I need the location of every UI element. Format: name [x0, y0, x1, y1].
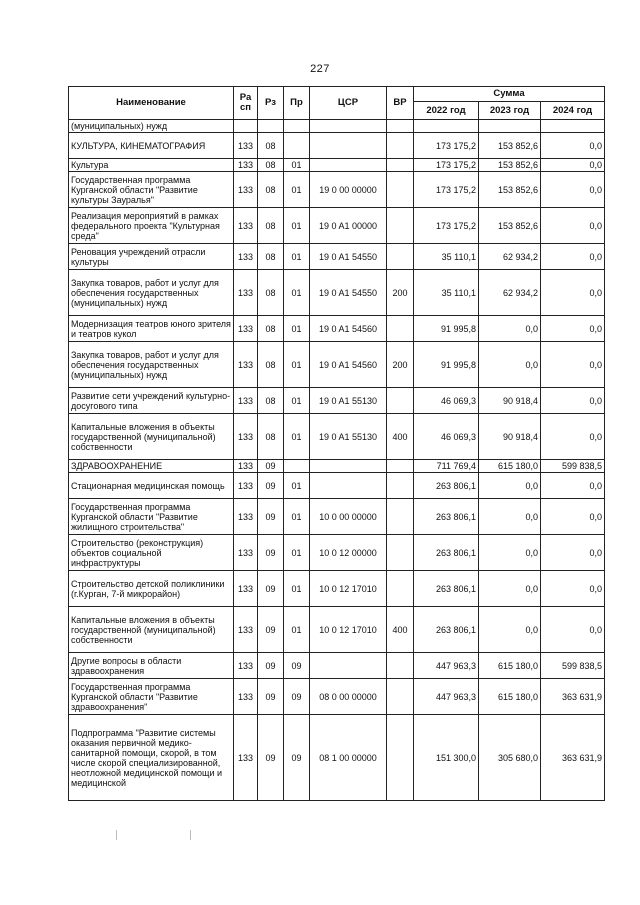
scan-mark	[190, 830, 191, 840]
table-cell-2022: 263 806,1	[414, 473, 479, 499]
table-cell-name: Капитальные вложения в объекты государственной (муниципальной) собственности	[69, 607, 234, 653]
table-row	[69, 208, 605, 244]
table-cell-rz: 08	[258, 172, 284, 208]
table-cell-pr: 01	[284, 208, 310, 244]
table-cell-vr	[387, 653, 414, 679]
table-cell-pr: 01	[284, 316, 310, 342]
table-cell-pr: 01	[284, 388, 310, 414]
table-cell-rasp: 133	[234, 460, 258, 473]
table-cell-csr: 19 0 00 00000	[310, 172, 387, 208]
table-cell-rz: 08	[258, 133, 284, 159]
table-cell-rz: 08	[258, 342, 284, 388]
table-cell-2024: 0,0	[541, 316, 605, 342]
table-cell-2023: 153 852,6	[479, 208, 541, 244]
table-cell-2024: 0,0	[541, 208, 605, 244]
table-cell-2024: 0,0	[541, 499, 605, 535]
table-cell-pr	[284, 460, 310, 473]
table-cell-2024: 0,0	[541, 159, 605, 172]
table-cell-vr	[387, 388, 414, 414]
table-cell-2024: 0,0	[541, 133, 605, 159]
header-summa: Сумма	[414, 87, 605, 102]
table-cell-rz: 08	[258, 159, 284, 172]
table-cell-rasp: 133	[234, 571, 258, 607]
table-cell-rz: 08	[258, 208, 284, 244]
table-cell-2022: 263 806,1	[414, 535, 479, 571]
table-cell-rasp: 133	[234, 653, 258, 679]
table-cell-vr: 200	[387, 342, 414, 388]
table-cell-2024: 0,0	[541, 244, 605, 270]
table-cell-rasp: 133	[234, 270, 258, 316]
header-rasp: Ра сп	[234, 87, 258, 120]
table-cell-2022: 46 069,3	[414, 388, 479, 414]
table-row	[69, 473, 605, 499]
header-pr: Пр	[284, 87, 310, 120]
table-cell-rz: 09	[258, 607, 284, 653]
table-cell-pr: 01	[284, 499, 310, 535]
table-row	[69, 653, 605, 679]
table-cell-2024: 0,0	[541, 270, 605, 316]
table-cell-2024: 599 838,5	[541, 460, 605, 473]
table-cell-vr	[387, 133, 414, 159]
table-cell-csr: 19 0 A1 54550	[310, 244, 387, 270]
table-cell-pr: 01	[284, 270, 310, 316]
table-cell-rasp: 133	[234, 414, 258, 460]
table-cell-2024: 363 631,9	[541, 715, 605, 801]
table-cell-vr	[387, 715, 414, 801]
table-cell-name: Капитальные вложения в объекты государственной (муниципальной) собственности	[69, 414, 234, 460]
table-cell-rz: 08	[258, 414, 284, 460]
header-csr: ЦСР	[310, 87, 387, 120]
table-cell-vr	[387, 208, 414, 244]
table-cell-rz: 08	[258, 316, 284, 342]
table-cell-rz: 09	[258, 535, 284, 571]
table-row	[69, 679, 605, 715]
table-cell-2023: 615 180,0	[479, 679, 541, 715]
table-cell-rz: 08	[258, 244, 284, 270]
table-cell-rz: 09	[258, 679, 284, 715]
table-cell-vr: 400	[387, 414, 414, 460]
page-number: 227	[310, 63, 330, 75]
table-cell-csr: 19 0 A1 55130	[310, 414, 387, 460]
table-cell-name: Государственная программа Курганской области "Развитие здравоохранения"	[69, 679, 234, 715]
table-cell-2024: 0,0	[541, 388, 605, 414]
table-cell-rz: 09	[258, 473, 284, 499]
table-cell-2022: 35 110,1	[414, 270, 479, 316]
table-cell-rasp: 133	[234, 159, 258, 172]
table-cell-2024: 0,0	[541, 342, 605, 388]
table-cell-pr	[284, 133, 310, 159]
table-cell-rasp: 133	[234, 499, 258, 535]
table-cell-2022: 173 175,2	[414, 208, 479, 244]
table-cell-vr	[387, 473, 414, 499]
budget-table	[68, 86, 605, 801]
header-rz: Рз	[258, 87, 284, 120]
table-cell-rz: 09	[258, 460, 284, 473]
table-row	[69, 715, 605, 801]
table-row	[69, 414, 605, 460]
table-cell-vr	[387, 172, 414, 208]
header-name: Наименование	[69, 87, 234, 120]
table-cell-vr	[387, 244, 414, 270]
table-row	[69, 316, 605, 342]
table-row	[69, 159, 605, 172]
table-row	[69, 607, 605, 653]
table-cell-2023: 0,0	[479, 535, 541, 571]
table-cell-pr: 01	[284, 172, 310, 208]
table-cell-pr: 01	[284, 607, 310, 653]
table-row	[69, 535, 605, 571]
table-row	[69, 244, 605, 270]
table-cell-name: Реализация мероприятий в рамках федерального проекта "Культурная среда"	[69, 208, 234, 244]
table-cell-vr	[387, 535, 414, 571]
table-cell-2024: 0,0	[541, 535, 605, 571]
table-cell-2022: 263 806,1	[414, 571, 479, 607]
table-cell-name: КУЛЬТУРА, КИНЕМАТОГРАФИЯ	[69, 133, 234, 159]
table-cell-pr: 09	[284, 679, 310, 715]
header-year-2022: 2022 год	[414, 102, 479, 120]
table-cell-rz: 09	[258, 499, 284, 535]
table-cell-2023: 153 852,6	[479, 133, 541, 159]
table-cell-2022: 91 995,8	[414, 316, 479, 342]
table-cell-vr	[387, 679, 414, 715]
table-row	[69, 342, 605, 388]
header-year-2023: 2023 год	[479, 102, 541, 120]
table-cell-pr	[284, 120, 310, 133]
table-cell-csr: 10 0 12 17010	[310, 607, 387, 653]
table-cell-2024: 363 631,9	[541, 679, 605, 715]
table-cell-2024	[541, 120, 605, 133]
table-cell-2022: 263 806,1	[414, 607, 479, 653]
table-cell-2024: 599 838,5	[541, 653, 605, 679]
table-row	[69, 388, 605, 414]
table-cell-name: Строительство детской поликлиники (г.Курган, 7-й микрорайон)	[69, 571, 234, 607]
table-cell-2022: 173 175,2	[414, 133, 479, 159]
table-cell-2024: 0,0	[541, 571, 605, 607]
table-cell-2022: 173 175,2	[414, 172, 479, 208]
table-cell-name: Культура	[69, 159, 234, 172]
table-row	[69, 133, 605, 159]
table-cell-csr	[310, 460, 387, 473]
table-cell-rasp: 133	[234, 679, 258, 715]
table-cell-2022: 173 175,2	[414, 159, 479, 172]
table-cell-2022: 263 806,1	[414, 499, 479, 535]
table-cell-rasp: 133	[234, 208, 258, 244]
table-cell-2023: 62 934,2	[479, 270, 541, 316]
table-cell-2023: 0,0	[479, 316, 541, 342]
table-cell-2023: 0,0	[479, 473, 541, 499]
table-cell-csr: 10 0 12 00000	[310, 535, 387, 571]
table-cell-pr: 01	[284, 535, 310, 571]
table-row	[69, 571, 605, 607]
table-cell-rasp: 133	[234, 342, 258, 388]
table-body	[69, 120, 605, 801]
table-cell-rasp: 133	[234, 388, 258, 414]
table-cell-2023: 305 680,0	[479, 715, 541, 801]
table-cell-pr: 01	[284, 473, 310, 499]
table-cell-2023: 62 934,2	[479, 244, 541, 270]
header-year-2024: 2024 год	[541, 102, 605, 120]
table-cell-name: Модернизация театров юного зрителя и театров кукол	[69, 316, 234, 342]
table-cell-name: Развитие сети учреждений культурно-досугового типа	[69, 388, 234, 414]
table-cell-rasp: 133	[234, 715, 258, 801]
table-cell-rasp: 133	[234, 535, 258, 571]
table-cell-2023: 0,0	[479, 571, 541, 607]
table-cell-rasp	[234, 120, 258, 133]
table-cell-csr: 19 0 A1 55130	[310, 388, 387, 414]
table-cell-name: Государственная программа Курганской области "Развитие культуры Зауралья"	[69, 172, 234, 208]
table-cell-name: ЗДРАВООХРАНЕНИЕ	[69, 460, 234, 473]
table-cell-2022: 711 769,4	[414, 460, 479, 473]
table-cell-rz: 09	[258, 571, 284, 607]
table-cell-pr: 01	[284, 159, 310, 172]
table-cell-rasp: 133	[234, 473, 258, 499]
table-cell-2022: 447 963,3	[414, 679, 479, 715]
table-cell-2023: 0,0	[479, 499, 541, 535]
table-cell-2022: 91 995,8	[414, 342, 479, 388]
table-cell-name: (муниципальных) нужд	[69, 120, 234, 133]
table-cell-csr: 19 0 A1 54560	[310, 342, 387, 388]
table-cell-2022: 151 300,0	[414, 715, 479, 801]
table-cell-pr: 01	[284, 244, 310, 270]
table-cell-2022: 35 110,1	[414, 244, 479, 270]
table-cell-vr	[387, 120, 414, 133]
table-cell-csr	[310, 133, 387, 159]
table-cell-csr: 19 0 A1 00000	[310, 208, 387, 244]
scan-mark	[116, 830, 117, 840]
table-cell-pr: 01	[284, 414, 310, 460]
table-cell-rz: 09	[258, 715, 284, 801]
table-cell-csr: 08 0 00 00000	[310, 679, 387, 715]
table-cell-csr	[310, 120, 387, 133]
table-cell-csr	[310, 159, 387, 172]
table-cell-name: Подпрограмма "Развитие системы оказания первичной медико-санитарной помощи, скорой, в том числе скорой специализированной, неотложной медицинской помощи и медицинской	[69, 715, 234, 801]
table-cell-2023	[479, 120, 541, 133]
table-cell-rasp: 133	[234, 244, 258, 270]
table-cell-rasp: 133	[234, 172, 258, 208]
table-cell-2024: 0,0	[541, 172, 605, 208]
table-cell-2023: 0,0	[479, 342, 541, 388]
table-cell-rasp: 133	[234, 316, 258, 342]
table-cell-rasp: 133	[234, 607, 258, 653]
table-cell-name: Закупка товаров, работ и услуг для обеспечения государственных (муниципальных) нужд	[69, 270, 234, 316]
table-cell-csr	[310, 653, 387, 679]
table-cell-vr	[387, 159, 414, 172]
table-cell-2023: 615 180,0	[479, 653, 541, 679]
table-cell-name: Реновация учреждений отрасли культуры	[69, 244, 234, 270]
table-cell-vr	[387, 571, 414, 607]
table-cell-csr: 08 1 00 00000	[310, 715, 387, 801]
table-cell-2023: 153 852,6	[479, 159, 541, 172]
table-row	[69, 270, 605, 316]
table-cell-rz: 09	[258, 653, 284, 679]
table-cell-2024: 0,0	[541, 607, 605, 653]
table-cell-2022: 46 069,3	[414, 414, 479, 460]
table-cell-name: Стационарная медицинская помощь	[69, 473, 234, 499]
table-cell-rz: 08	[258, 388, 284, 414]
table-cell-name: Другие вопросы в области здравоохранения	[69, 653, 234, 679]
table-row	[69, 120, 605, 133]
table-cell-vr: 400	[387, 607, 414, 653]
table-row	[69, 499, 605, 535]
table-cell-rz: 08	[258, 270, 284, 316]
table-cell-2022	[414, 120, 479, 133]
table-cell-2024: 0,0	[541, 473, 605, 499]
table-cell-pr: 01	[284, 571, 310, 607]
table-cell-2023: 90 918,4	[479, 388, 541, 414]
table-cell-name: Строительство (реконструкция) объектов социальной инфраструктуры	[69, 535, 234, 571]
table-cell-csr: 10 0 00 00000	[310, 499, 387, 535]
table-cell-pr: 01	[284, 342, 310, 388]
table-cell-rasp: 133	[234, 133, 258, 159]
table-cell-pr: 09	[284, 653, 310, 679]
table-cell-name: Закупка товаров, работ и услуг для обеспечения государственных (муниципальных) нужд	[69, 342, 234, 388]
table-row	[69, 460, 605, 473]
table-cell-vr	[387, 499, 414, 535]
table-cell-2023: 153 852,6	[479, 172, 541, 208]
table-cell-vr	[387, 316, 414, 342]
table-cell-2023: 90 918,4	[479, 414, 541, 460]
table-row	[69, 172, 605, 208]
table-cell-csr: 19 0 A1 54560	[310, 316, 387, 342]
table-cell-csr: 10 0 12 17010	[310, 571, 387, 607]
table-cell-csr	[310, 473, 387, 499]
header-vr: ВР	[387, 87, 414, 120]
table-cell-csr: 19 0 A1 54550	[310, 270, 387, 316]
table-cell-2022: 447 963,3	[414, 653, 479, 679]
table-cell-2023: 0,0	[479, 607, 541, 653]
table-cell-2024: 0,0	[541, 414, 605, 460]
table-cell-vr: 200	[387, 270, 414, 316]
table-cell-rz	[258, 120, 284, 133]
table-cell-vr	[387, 460, 414, 473]
table-cell-2023: 615 180,0	[479, 460, 541, 473]
table-cell-name: Государственная программа Курганской области "Развитие жилищного строительства"	[69, 499, 234, 535]
table-cell-pr: 09	[284, 715, 310, 801]
